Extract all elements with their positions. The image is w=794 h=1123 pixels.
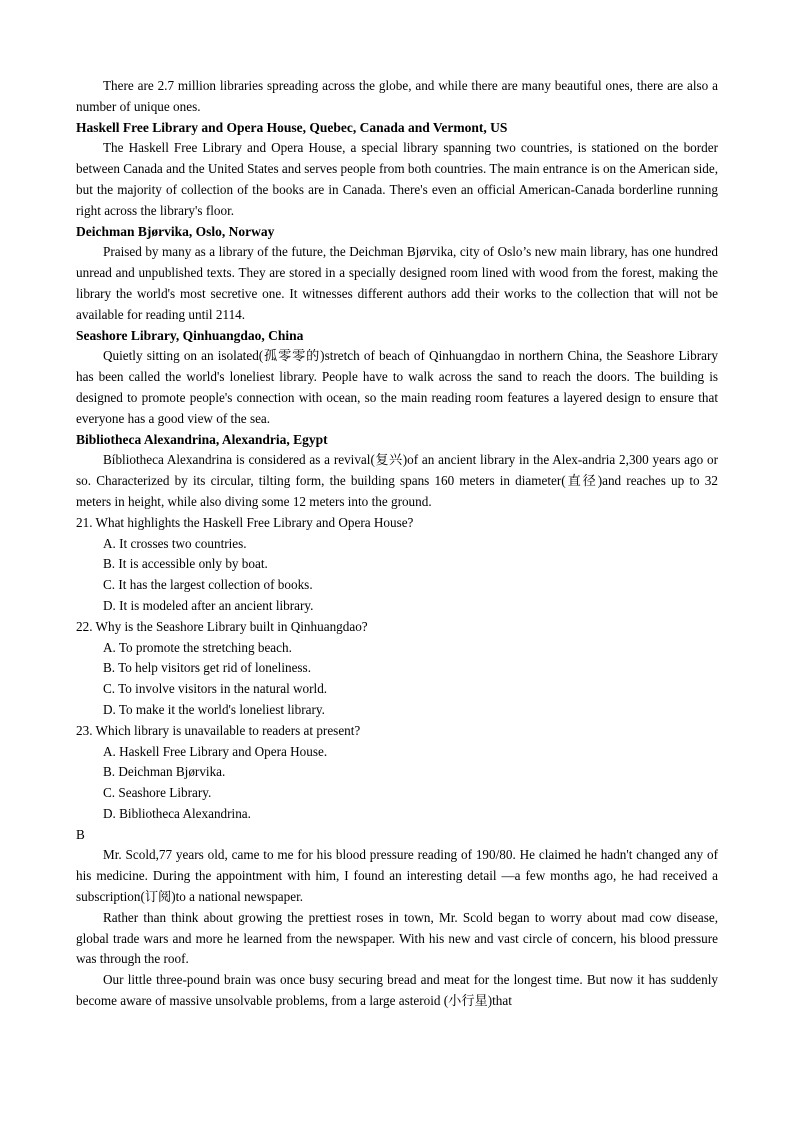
question-stem: 23. Which library is unavailable to readers at present? [76, 722, 361, 738]
option-a: A. It crosses two countries. [103, 535, 247, 551]
passage-b-paragraph: Mr. Scold,77 years old, came to me for his blood pressure reading of 190/80. He claimed he hadn't changed any of his medicine. During the appointment with him, I found an interesting detail —a few months ago, he had received a subscription(订阅)to a national newspaper. [76, 847, 718, 905]
option-b: B. It is accessible only by boat. [103, 556, 268, 572]
passage-b-paragraph: Our little three-pound brain was once busy securing bread and meat for the longest time. But now it has suddenly become aware of massive unsolvable problems, from a large asteroid (小行星)that [76, 972, 718, 1009]
question-stem: 21. What highlights the Haskell Free Library and Opera House? [76, 514, 414, 530]
option-a: A. To promote the stretching beach. [103, 639, 292, 655]
option-a: A. Haskell Free Library and Opera House. [103, 743, 328, 759]
document-page [76, 76, 718, 1012]
question-options [76, 638, 718, 721]
section-heading-alexandrina: Bibliotheca Alexandrina, Alexandria, Egypt [76, 431, 328, 447]
passage-b-label: B [76, 826, 85, 842]
section-text-seashore: Quietly sitting on an isolated(孤零零的)stretch of beach of Qinhuangdao in northern China, the Seashore Library has been called the world's loneliest library. People have to walk across the sand to reach the doors. The building is designed to promote people's connection with ocean, so the main reading room features a layered design to ensure that everyone has a good view of the sea. [76, 348, 718, 426]
section-heading-haskell: Haskell Free Library and Opera House, Quebec, Canada and Vermont, US [76, 119, 508, 135]
question-options [76, 534, 718, 617]
section-text-alexandrina: Bíbliotheca Alexandrina is considered as a revival(复兴)of an ancient library in the Alex-andria 2,300 years ago or so. Characterized by its circular, tilting form, the building spans 160 meters in diameter(直径)and reaches up to 32 meters in height, while also diving some 12 meters into the ground. [76, 452, 718, 509]
option-d: D. Bibliotheca Alexandrina. [103, 805, 251, 821]
option-c: C. Seashore Library. [103, 785, 212, 801]
option-b: B. To help visitors get rid of loneliness. [103, 660, 311, 676]
question-options [76, 742, 718, 825]
section-text-haskell: The Haskell Free Library and Opera House, a special library spanning two countries, is stationed on the border between Canada and the United States and serves people from both countries. The main entrance is on the American side, but the majority of collection of the books are in Canada. There's even an official American-Canada borderline running right across the library's floor. [76, 140, 718, 218]
option-d: D. To make it the world's loneliest library. [103, 701, 325, 717]
question-22 [76, 617, 718, 721]
option-c: C. To involve visitors in the natural world. [103, 681, 328, 697]
passage-a-intro: There are 2.7 million libraries spreading across the globe, and while there are many beautiful ones, there are also a number of unique ones. [76, 78, 718, 114]
question-stem: 22. Why is the Seashore Library built in Qinhuangdao? [76, 618, 368, 634]
section-heading-deichman: Deichman Bjørvika, Oslo, Norway [76, 223, 275, 239]
passage-b-paragraph: Rather than think about growing the prettiest roses in town, Mr. Scold began to worry about mad cow disease, global trade wars and more he learned from the newspaper. With his new and vast circle of concern, his blood pressure was through the roof. [76, 909, 718, 967]
section-heading-seashore: Seashore Library, Qinhuangdao, China [76, 327, 304, 343]
section-text-deichman: Praised by many as a library of the future, the Deichman Bjørvika, city of Oslo’s new main library, has one hundred unread and unpublished texts. They are stored in a specially designed room lined with wood from the forest, making the library the world's most secretive one. It witnesses different authors add their works to the collection that will not be available for reading until 2114. [76, 244, 718, 322]
option-d: D. It is modeled after an ancient library. [103, 597, 314, 613]
option-c: C. It has the largest collection of books. [103, 577, 313, 593]
option-b: B. Deichman Bjørvika. [103, 764, 226, 780]
question-23 [76, 721, 718, 825]
question-21 [76, 513, 718, 617]
